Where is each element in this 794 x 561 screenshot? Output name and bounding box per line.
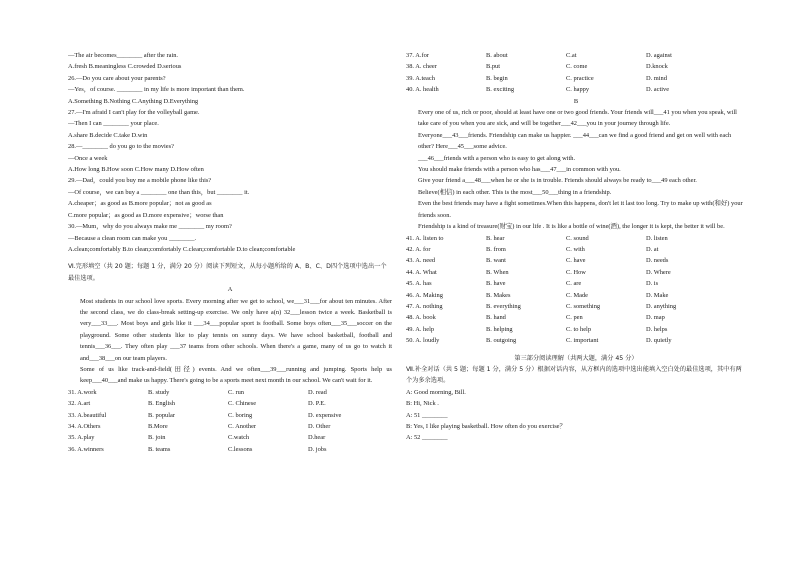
cloze-option-row — [406, 244, 746, 255]
cloze-option-row — [406, 301, 746, 312]
passage-b-paragraph-5: Give your friend a___48___when he or she is in trouble. Friends should always be ready to___49 each other. — [418, 177, 697, 185]
option-b: B. want — [486, 257, 506, 265]
cloze-option-row — [406, 278, 746, 289]
option-b: B. When — [486, 268, 509, 276]
q26-options: A.Something B.Nothing C.Anything D.Everything — [68, 97, 199, 105]
q29-options-ab: A.cheaper；as good as B.more popular；not as good as — [68, 200, 212, 208]
option-b: B. have — [486, 280, 506, 288]
option-b: B. hear — [486, 234, 505, 242]
option-c: C. practice — [566, 74, 594, 82]
option-c: C. are — [566, 280, 582, 288]
option-b: B.put — [486, 63, 501, 71]
dialogue-line: A: 51 ________ — [406, 411, 448, 419]
cloze-option-row — [406, 73, 746, 84]
option-c: C. with — [566, 245, 585, 253]
option-b: B. everything — [486, 302, 521, 310]
option-a: 35. A.play — [68, 434, 95, 442]
option-b: B. popular — [148, 411, 175, 419]
option-c: C. How — [566, 268, 586, 276]
option-c: C. Made — [566, 291, 589, 299]
q26-line: —Yes，of course. ________ in my life is more important than them. — [68, 86, 245, 94]
option-b: B. hand — [486, 314, 506, 322]
option-c: C. something — [566, 302, 601, 310]
option-a: 44. A. What — [406, 268, 437, 276]
option-d: D. quietly — [646, 337, 672, 345]
q25-stem-line: —The air becomes________ after the rain. — [68, 52, 179, 59]
passage-b-paragraph-7: Even the best friends may have a fight sometimes.When this happens, don't let it last too long. Try to make up with(和好) your friends soon. — [418, 200, 743, 219]
option-b: B. Makes — [486, 291, 511, 299]
right-column — [406, 50, 746, 444]
option-c: C. run — [228, 388, 244, 396]
option-b: B. from — [486, 245, 506, 253]
passage-b-paragraph-8: Friendship is a kind of treasure(财宝) in our life . It is like a bottle of wine(酒), the longer it is kept, the better it will be. — [418, 223, 725, 231]
option-a: 36. A.winners — [68, 445, 104, 453]
cloze-option-row — [406, 267, 746, 278]
passage-b-paragraph-3: ___46___friends with a person who is easy to get along with. — [418, 154, 576, 162]
option-d: D. P.E. — [308, 400, 326, 408]
option-d: D. needs — [646, 257, 669, 265]
cloze-option-row — [406, 61, 746, 72]
option-c: C. have — [566, 257, 586, 265]
option-a: 50. A. loudly — [406, 337, 440, 345]
q28-line: —Once a week — [68, 154, 108, 162]
q28-stem: 28.—________ do you go to the movies? — [68, 143, 174, 151]
part3-title: 第三部分阅读理解（共两大题，满分 45 分） — [514, 354, 638, 362]
cloze-option-row — [406, 255, 746, 266]
cloze-option-row — [406, 324, 746, 335]
option-c: C. come — [566, 63, 588, 71]
left-column — [68, 50, 392, 455]
cloze-option-row — [406, 50, 746, 61]
option-a: 49. A. help — [406, 325, 435, 333]
passage-a-label: A — [227, 286, 233, 294]
option-d: D.hear — [308, 434, 326, 442]
option-b: B. teams — [148, 445, 171, 453]
option-d: D. active — [646, 86, 670, 94]
option-d: D. Where — [646, 268, 671, 276]
q29-options-cd: C.more popular；as good as D.more expensive；worse than — [68, 211, 224, 219]
option-d: D. expensive — [308, 411, 342, 419]
option-c: C. to help — [566, 325, 592, 333]
option-d: D. jobs — [308, 445, 327, 453]
cloze-option-row — [68, 432, 392, 443]
option-a: 37. A.for — [406, 52, 429, 59]
cloze-option-row — [68, 387, 392, 398]
option-c: C. Chinese — [228, 400, 257, 408]
option-b: B. helping — [486, 325, 513, 333]
q27-line: —Then I can ________ your place. — [68, 120, 159, 128]
passage-b-label: B — [573, 97, 579, 105]
cloze-option-row — [406, 312, 746, 323]
option-b: B. about — [486, 52, 508, 59]
passage-b-paragraph-4: You should make friends with a person who has___47___in common with you. — [418, 166, 621, 174]
option-d: D. against — [646, 52, 672, 59]
option-d: D. anything — [646, 302, 677, 310]
option-b: B. begin — [486, 74, 508, 82]
q30-line: —Because a clean room can make you ________. — [68, 234, 197, 242]
option-a: 48. A. book — [406, 314, 436, 322]
dialogue-line: B: Hi, Nick . — [406, 400, 439, 408]
option-a: 46. A. Making — [406, 291, 443, 299]
passage-a-paragraph-1: Most students in our school love sports. Every morning after we get to school, we___31___for about ten minutes. After the second class, we do class-break setting-up exercise. We only have a(n) 32___lesson twice a week. Basketball is very___33___. Most boys and girls like it ___34___popular sport is football. Some boys often___35___soccer on the playground. Some other students like to play tennis on sunny days. We have school basketball, football and tennis___36___. They often play ___37 teams from other schools. When there's a game, many of us go to watch it and___38___on our team players. — [80, 297, 392, 362]
option-a: 45. A. has — [406, 280, 432, 288]
cloze-option-row — [68, 421, 392, 432]
option-b: B. join — [148, 434, 166, 442]
option-d: D. Other — [308, 423, 331, 430]
q29-line: —Of course，we can buy a ________ one than this，but ________ it. — [68, 188, 250, 196]
option-a: 38. A. cheer — [406, 63, 437, 71]
option-c: C. important — [566, 337, 599, 345]
dialogue-line: A: 52 ________ — [406, 434, 448, 442]
option-d: D.knock — [646, 63, 668, 71]
option-d: D. mind — [646, 74, 667, 82]
option-a: 41. A. listen to — [406, 234, 444, 242]
option-c: C. happy — [566, 86, 590, 94]
option-a: 42. A. for — [406, 245, 431, 253]
q28-options: A.How long B.How soon C.How many D.How often — [68, 166, 204, 174]
q27-stem: 27.—I'm afraid I can't play for the volleyball game. — [68, 109, 200, 117]
q30-options: A.clean;comfortably B.to clean;comfortably C.clean;comfortable D.to clean;comfortable — [68, 245, 296, 253]
option-b: B. outgoing — [486, 337, 517, 345]
section6-title: Ⅵ.完形填空（共 20 题；每题 1 分，满分 20 分）阅读下列短文，从每小题所给的 A、B、C、D四个选项中选出一个最佳选项。 — [68, 263, 387, 282]
option-c: C. pen — [566, 314, 583, 322]
q29-stem: 29.—Dad，could you buy me a mobile phone like this? — [68, 177, 212, 185]
option-d: D. listen — [646, 234, 668, 242]
cloze-option-row — [406, 84, 746, 95]
option-c: C.lessons — [228, 445, 253, 453]
option-d: D. at — [646, 245, 659, 253]
option-a: 31. A.work — [68, 388, 97, 396]
option-b: B.More — [148, 423, 168, 430]
option-a: 39. A.teach — [406, 74, 435, 82]
option-c: C. sound — [566, 234, 589, 242]
option-a: 40. A. health — [406, 86, 439, 94]
option-a: 33. A.beautiful — [68, 411, 107, 419]
option-b: B. exciting — [486, 86, 515, 94]
q27-options: A.share B.decide C.take D.win — [68, 131, 148, 139]
dialogue-line: B: Yes, I like playing basketball. How often do you exercise？ — [406, 423, 566, 430]
option-a: 43. A. need — [406, 257, 436, 265]
option-c: C.watch — [228, 434, 250, 442]
cloze-option-row — [68, 398, 392, 409]
section7-title: Ⅶ.补全对话（共 5 题；每题 1 分，满分 5 分）根据对话内容，从方框内的选项中选出能填入空白处的最佳选项，其中有两个为多余选项。 — [406, 365, 742, 385]
option-a: 34. A.Others — [68, 423, 101, 430]
option-d: D. Make — [646, 291, 669, 299]
option-c: C. Another — [228, 423, 257, 430]
q26-stem: 26.—Do you care about your parents? — [68, 74, 166, 82]
option-c: C.at — [566, 52, 577, 59]
option-d: D. read — [308, 388, 327, 396]
option-d: D. is — [646, 280, 659, 288]
passage-b-paragraph-6: Believe(相信) in each other. This is the most___50___thing in a friendship. — [418, 188, 612, 196]
option-d: D. helps — [646, 325, 668, 333]
option-a: 32. A.art — [68, 400, 91, 408]
option-b: B. English — [148, 400, 175, 408]
option-b: B. study — [148, 388, 170, 396]
cloze-option-row — [68, 410, 392, 421]
option-c: C. boring — [228, 411, 253, 419]
cloze-option-row — [406, 335, 746, 346]
cloze-option-row — [406, 233, 746, 244]
passage-b-paragraph-1: Every one of us, rich or poor, should at least have one or two good friends. Your friends will___41 you when you speak, will take care of you when you are sick, and will be together___42___you in your journey through life. — [418, 109, 737, 128]
passage-b-paragraph-2: Everyone___43___friends. Friendship can make us happier. ___44___can we find a good friend and get on well with each other? Here___45___some advice. — [418, 131, 732, 151]
q30-stem: 30.—Mum，why do you always make me ________ my room? — [68, 223, 232, 231]
passage-a-paragraph-2: Some of us like track-and-field(田径) events. And we often___39___running and jumping. Sports help us keep___40___and make us happy. There's going to be a sports meet next month in our school. We can't wait for it. — [80, 365, 392, 385]
cloze-option-row — [406, 290, 746, 301]
dialogue-line: A: Good morning, Bill. — [406, 388, 466, 396]
option-d: D. map — [646, 314, 665, 322]
cloze-option-row — [68, 444, 392, 455]
q25-options: A.fresh B.meaningless C.crowded D.serious — [68, 63, 182, 71]
option-a: 47. A. nothing — [406, 302, 443, 310]
